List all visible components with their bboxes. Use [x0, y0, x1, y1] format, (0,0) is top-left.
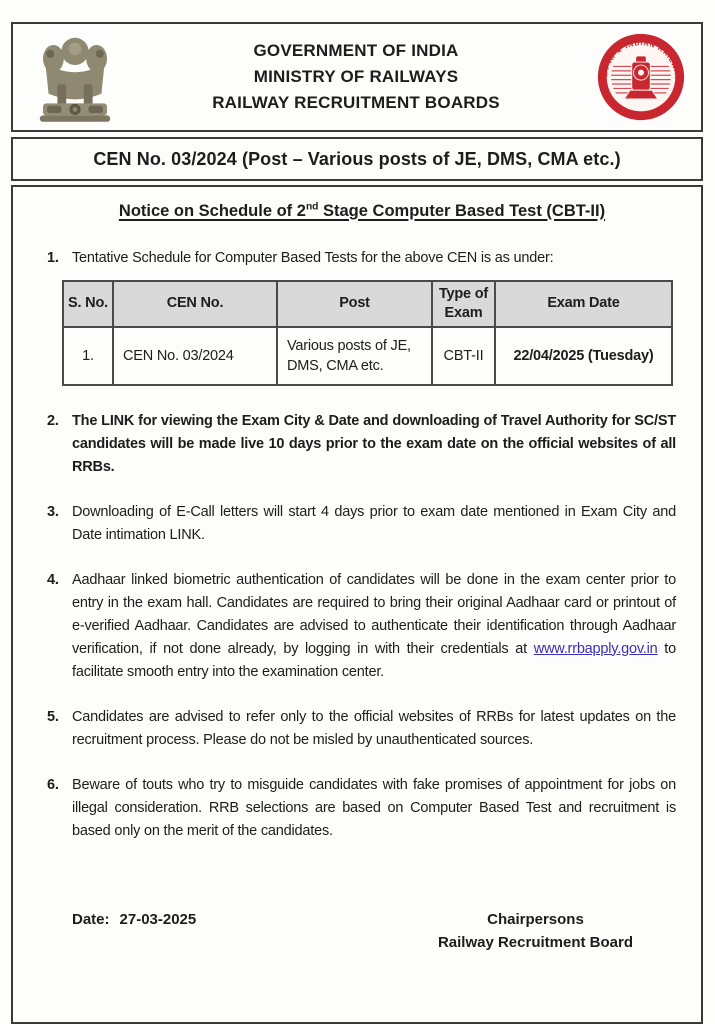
notice-title-part2: Stage Computer Based Test (CBT-II) — [318, 201, 606, 220]
item-6-number: 6. — [47, 776, 59, 793]
gov-of-india-line: GOVERNMENT OF INDIA — [253, 41, 459, 60]
col-header-cen: CEN No. — [113, 281, 277, 327]
col-header-sno: S. No. — [63, 281, 113, 327]
notice-items — [47, 247, 677, 843]
national-emblem-icon — [35, 28, 115, 126]
date-block — [47, 908, 196, 954]
item-4-number: 4. — [47, 571, 59, 588]
item-6-text: Beware of touts who try to misguide candidates with fake promises of appointment for jobs on illegal consideration. RRB selections are based on Computer Based Test and recruitment is based only on the merit of the candidates. — [72, 776, 676, 839]
cell-exam-date: 22/04/2025 (Tuesday) — [495, 327, 672, 385]
notice-document — [11, 22, 703, 1024]
ministry-line: MINISTRY OF RAILWAYS — [253, 67, 459, 86]
ministry-title-block — [115, 38, 597, 116]
col-header-post: Post — [277, 281, 432, 327]
notice-body — [11, 185, 703, 1024]
item-4-text — [72, 569, 677, 684]
signature-line2: Railway Recruitment Board — [437, 933, 633, 951]
item-4-text-after-link: to facilitate smooth entry into the examination center. — [72, 640, 676, 680]
item-5-number: 5. — [47, 708, 59, 725]
item-5-text: Candidates are advised to refer only to the official websites of RRBs for latest updates on the recruitment process. Please do not be misled by unauthenticated sources. — [72, 708, 676, 748]
col-header-exam-type: Type of Exam — [432, 281, 495, 327]
item-2-text: The LINK for viewing the Exam City & Date and downloading of Travel Authority for SC/ST candidates will be made live 10 days prior to the exam date on the official websites of all RRBs. — [72, 412, 676, 475]
notice-item-2 — [47, 410, 677, 479]
item-1-text: Tentative Schedule for Computer Based Tests for the above CEN is as under: — [72, 249, 554, 266]
signature-block — [438, 908, 633, 954]
date-label: Date: — [72, 910, 110, 928]
cell-cen: CEN No. 03/2024 — [113, 327, 277, 385]
notice-title-superscript: nd — [305, 201, 319, 212]
col-header-exam-date: Exam Date — [495, 281, 672, 327]
signature-line1: Chairpersons — [487, 910, 584, 928]
cell-sno: 1. — [63, 327, 113, 385]
table-header-row — [63, 281, 672, 327]
item-3-text: Downloading of E-Call letters will start 4 days prior to exam date mentioned in Exam City and Date intimation LINK. — [72, 503, 676, 543]
item-3-number: 3. — [47, 503, 59, 520]
item-1-number: 1. — [47, 249, 59, 266]
railways-logo-ring-text: भारतीय रेल ★ INDIAN RAILWAYS — [602, 40, 680, 91]
notice-item-3 — [47, 501, 677, 547]
item-2-number: 2. — [47, 412, 59, 429]
table-row — [63, 327, 672, 385]
notice-item-6 — [47, 774, 677, 843]
exam-schedule-table — [62, 280, 673, 386]
signature-footer — [47, 908, 677, 954]
rrb-line: RAILWAY RECRUITMENT BOARDS — [212, 93, 500, 112]
notice-item-5 — [47, 706, 677, 752]
indian-railways-logo-icon — [597, 33, 685, 121]
date-value: 27-03-2025 — [119, 910, 197, 928]
document-header — [11, 22, 703, 132]
item-4-text-before-link: Aadhaar linked biometric authentication of candidates will be done in the exam center prior to entry in the exam hall. Candidates are required to bring their original Aadhaar card or printout of e-verified Aadhaar. Candidates are advised to authenticate their identification through Aadhaar verification, if not done already, by logging in with their credentials at — [72, 571, 676, 657]
notice-title-part1: Notice on Schedule of 2 — [118, 201, 306, 220]
cen-banner — [11, 137, 703, 181]
cell-post: Various posts of JE, DMS, CMA etc. — [277, 327, 432, 385]
notice-title — [47, 201, 677, 221]
rrbapply-link[interactable]: www.rrbapply.gov.in — [533, 640, 658, 657]
cen-banner-text: CEN No. 03/2024 (Post – Various posts of JE, DMS, CMA etc.) — [93, 148, 621, 169]
cell-exam-type: CBT-II — [432, 327, 495, 385]
notice-item-1 — [47, 247, 677, 270]
notice-item-4 — [47, 569, 677, 684]
